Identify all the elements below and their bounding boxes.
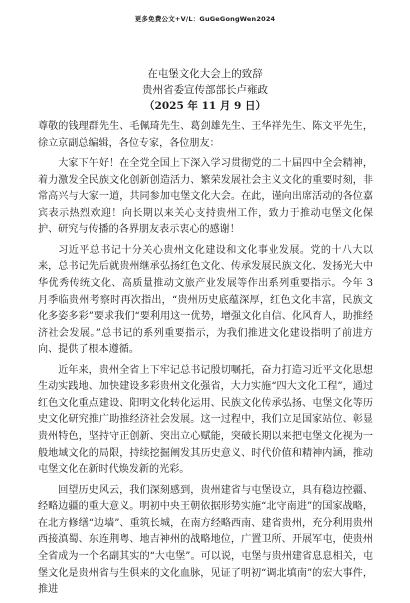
speech-body	[38, 119, 373, 603]
paragraph: 大家下午好！在全党全国上下深入学习贯彻党的二十届四中全会精神，着力激发全民族文化创新创造活力、繁荣发展社会主义文化的重要时刻，非常高兴与大家一道，共同参加屯堡文化大会。在此，谨向出席活动的各位嘉宾表示热烈欢迎！向长期以来关心支持贵州工作，致力于推动屯堡文化保护、研究与传播的各界朋友表示衷心的感谢！	[38, 157, 373, 236]
paragraph: 回望历史风云，我们深刻感到，贵州建省与屯堡设立，具有稳边控疆、经略边疆的重大意义。明初中央王朝依据形势实施“北守南进”的国家战略，在北方修缮“边墙”、重筑长城，在南方经略西南、建省贵州，充分利用贵州西接滇蜀、东连荆粤、地吉神州的战略地位，广置卫所、开展军屯，使贵州全省成为一个名副其实的“大屯堡”。可以说，屯堡与贵州建省息息相关，屯堡文化是贵州省与生俱来的文化血脉，见证了明初“调北填南”的宏大事件，推进	[38, 484, 373, 596]
paragraph: 习近平总书记十分关心贵州文化建设和文化事业发展。党的十八大以来，总书记先后就贵州继承弘扬红色文化、传承发展民族文化、发扬光大中华优秀传统文化、高质量推动文旅产业发展等作出系列重要指示。今年 3 月季临贵州考察时再次指出，“贵州历史底蕴深厚，红色文化丰富，民族文化多姿多彩”要求我们“要利用这一优势，增强文化自信、化风育人，助推经济社会发展。”总书记的系列重要指示，为我们推进文化建设指明了前进方向、提供了根本遵循。	[38, 244, 373, 356]
speech-title: 在屯堡文化大会上的致辞	[147, 68, 263, 80]
speech-date: （2025 年 11 月 9 日）	[144, 100, 266, 112]
paragraph: 近年来，贵州全省上下牢记总书记殷切嘱托，奋力打造习近平文化思想生动实践地、加快建设多彩贵州文化强省，大力实施“四大文化工程”，通过红色文化重点建设、阳明文化转化运用、民族文化传承弘扬、屯堡文化等历史文化研究推广助推经济社会发展。这一过程中，我们立足国家站位、彰显贵州特色，坚持守正创新、突出立心赋能，突破长期以来把屯堡文化视为一般地域文化的局限，持续挖掘阐发其历史意义、时代价值和精神内涵，推动屯堡文化在新时代焕发新的光彩。	[38, 364, 373, 476]
header-note: 更多免费公文+V/L：GuGeGongWen2024	[134, 15, 276, 23]
salutation: 尊敬的钱理群先生、毛佩琦先生、葛剑雄先生、王华祥先生、陈文平先生，徐立京副总编辑，各位专家，各位朋友：	[38, 121, 373, 149]
title-block	[0, 66, 410, 114]
speaker-line: 贵州省委宣传部部长卢雍政	[142, 84, 268, 96]
